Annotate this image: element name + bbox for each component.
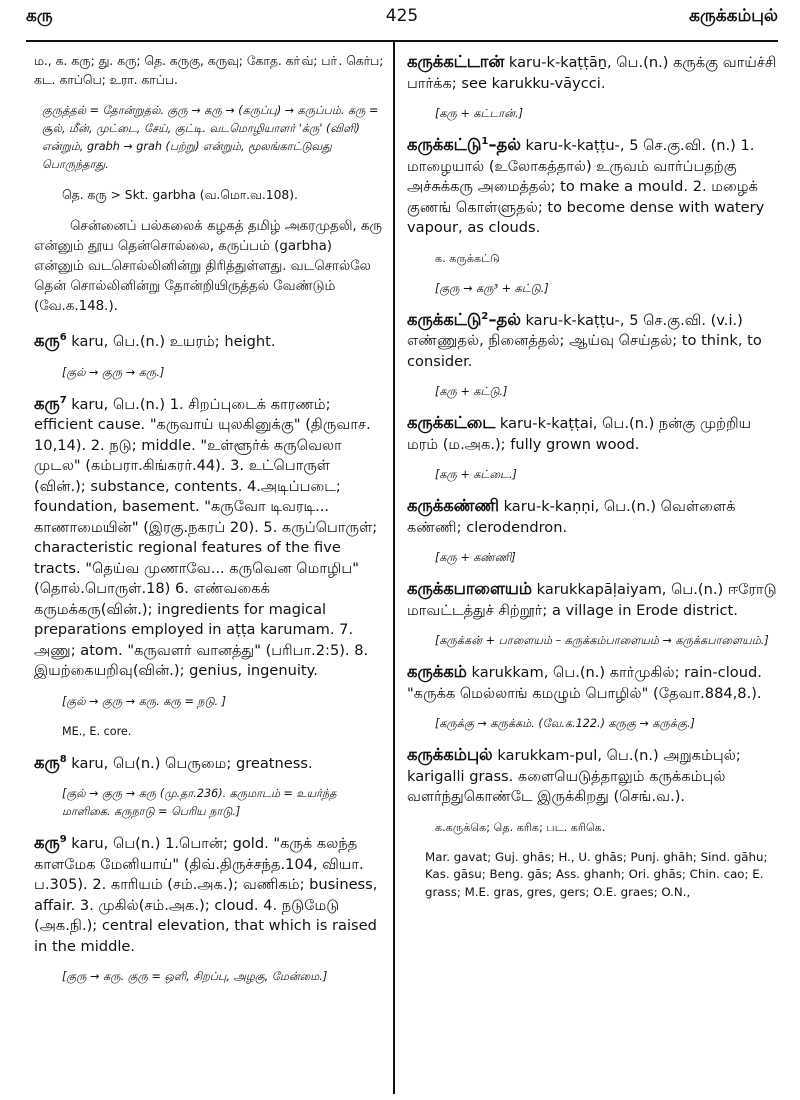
- commentary-paragraph: சென்னைப் பல்கலைக் கழகத் தமிழ் அகரமுதலி, கரு என்னும் தூய தென்சொல்லை, கருப்பம் (garbha) என்னும் வடசொல்லினின்று திரித்துள்ளது. வடசொல்லே தென் சொல்லினின்று தோன்றியிருத்தல் வேண்டும் (வே.க.148.).: [34, 219, 382, 314]
- entry-karukkam: [407, 662, 778, 704]
- headword: கரு: [34, 331, 60, 350]
- homonym-number: 1: [481, 136, 489, 148]
- cognates-line: க. கருக்கட்டு: [435, 251, 501, 265]
- sanskrit-note: தெ. கரு > Skt. garbha (வ.மொ.வ.108).: [62, 188, 298, 202]
- entry-karukkattu-2: [407, 310, 778, 373]
- headword: கருக்கட்டு: [407, 135, 482, 154]
- homonym-number: 6: [59, 332, 67, 344]
- homonym-number: 9: [59, 834, 67, 846]
- entry-body: karukkam-pul, பெ.(n.) அறுகம்புல்; karigalli grass. களையெடுத்தாலும் கருக்கம்புல் வளர்ந்துகொண்டே இருக்கிறது (செங்.வ.).: [407, 747, 741, 805]
- entry-karukkattan: [407, 52, 778, 94]
- running-head-left: கரு: [26, 6, 53, 26]
- headword: கரு: [34, 393, 60, 413]
- homonym-number: 8: [59, 753, 67, 765]
- etymology: [குரு → கரு³ + கட்டு.]: [435, 281, 549, 295]
- etymology: [குல் → குரு → கரு.]: [62, 365, 165, 379]
- entry-karu-9: [34, 833, 385, 957]
- entry-karu-7: [34, 394, 385, 682]
- entry-body: karu, பெ(n.) 1.பொன்; gold. "கருக் கலந்த காளமேக மேனியாய்" (திவ்.திருச்சந்த.104, வியா. ப.305). 2. காரியம் (சம்.அக.); வணிகம்; business, affair. 3. முகில்(சம்.அக.); cloud. 4. நடுமேடு (அக.நி.); central elevation, that which is raised in the middle.: [34, 835, 378, 955]
- cognates-line: க.கருக்கெ; தெ. கரிக; பட. கரிகெ.: [435, 820, 606, 834]
- entry-body: karukkam, பெ.(n.) கார்முகில்; rain-cloud. "கருக்க மெல்லாங் கமழும் பொழில்" (தேவா.884,8.).: [407, 664, 762, 702]
- language-cognates: Mar. gavat; Guj. ghās; H., U. ghās; Punj. ghāh; Sind. gāhu; Kas. gāsu; Beng. gās; Ass. ghanh; Ori. ghās; Chin. cao; E. grass; M.E. gras, gres, gers; O.E. graes; O.N.,: [425, 849, 768, 899]
- etymology: [குல் → குரு → கரு (மு.தா.236). கருமாடம் = உயர்ந்த மாளிகை. கருநாடு = பெரிய நாடு.]: [62, 787, 337, 818]
- entry-karukkattai: [407, 413, 778, 455]
- entry-body: karu-k-kaṭṭai, பெ.(n.) நன்கு முற்றிய மரம் (ம.அக.); fully grown wood.: [407, 415, 752, 453]
- headword: கருக்கபாளையம்: [407, 579, 532, 598]
- left-column: [26, 42, 393, 1094]
- entry-karu-8: [34, 753, 385, 775]
- headword: கருக்கட்டான்: [407, 52, 505, 71]
- headword: கருக்கட்டு: [407, 309, 482, 329]
- derivation-note: குருத்தல் = தோன்றுதல். குரு → கரு → (கருப்பு) → கருப்பம். கரு = சூல், மீன், முட்டை, சேய், குட்டி. வடமொழியாளர் 'க்ரு' (விளி) என்றும், grabh → grah (பற்று) என்றும், மூலங்காட்டுவது பொருந்தாது.: [42, 104, 379, 171]
- headword: கரு: [34, 752, 60, 772]
- headword-suffix: –தல்: [488, 135, 521, 154]
- page-header: [26, 0, 778, 42]
- etymology: [குல் → குரு → கரு. கரு = நடு. ]: [62, 694, 227, 708]
- headword: கருக்கட்டை: [407, 413, 496, 432]
- etymology: [கரு + கட்டான்.]: [435, 107, 523, 120]
- headword: கரு: [34, 833, 60, 852]
- headword: கருக்கம்: [407, 662, 467, 681]
- headword: கருக்கண்ணி: [407, 496, 499, 515]
- running-head-right: கருக்கம்புல்: [689, 6, 778, 26]
- entry-karukkapalaiyam: [407, 579, 778, 621]
- page-number: 425: [385, 6, 419, 26]
- etymology: [கரு + கண்ணி]: [435, 551, 516, 564]
- entry-karukkattu-1: [407, 135, 778, 239]
- two-column-body: [26, 42, 778, 1094]
- cognates-line: ம., க. கரு; து. கரு; தெ. கருகு, கருவு; கோத. கா்வ்; பா். கெர்ப; கட. காப்பெ; உரா. காப்ப.: [34, 54, 384, 87]
- entry-karukkampul: [407, 745, 778, 808]
- headword: கருக்கம்புல்: [407, 745, 493, 764]
- entry-body: karu, பெ.(n.) 1. சிறப்புடைக் காரணம்; efficient cause. "கருவாய் யுலகினுக்கு" (திருவாச. 10,14). 2. நடு; middle. "உள்ளூர்க் கருவெலா முடல" (கம்பரா.கிங்கரர்.44). 3. உட்பொருள் (வின்.); substance, contents. 4.அடிப்படை; foundation, basement. "கருவோ டிவரடி... காணாமையின்" (இரகு.நகரப் 20). 5. கருப்பொருள்; characteristic regional features of the five tracts. "தெய்வ முணாவே... கருவென மொழிப" (தொல்.பொருள்.18) 6. எண்வகைக் கருமக்கரு(வின்.); ingredients for magical preparations employed in aṭṭa karumam. 7. அணு; atom. "கருவளர் வானத்து" (பரிபா.2:5). 8. இயற்கையறிவு(வின்.); genius, ingenuity.: [34, 395, 378, 679]
- cognates-line: ME., E. core.: [62, 724, 132, 738]
- etymology: [கரு + கட்டை.]: [435, 468, 517, 481]
- entry-body: karu, பெ.(n.) உயரம்; height.: [71, 333, 276, 350]
- homonym-number: 2: [481, 310, 489, 322]
- etymology: [கருக்கு → கருக்கம். (வே.க.122.) கருகு → கருக்கு.]: [435, 717, 695, 730]
- entry-body: karukkapāḷaiyam, பெ.(n.) ஈரோடு மாவட்டத்துச் சிற்றூர்; a village in Erode district.: [407, 581, 777, 619]
- etymology: [கருக்கன் + பாளையம் – கருக்கம்பாளையம் → கருக்கபாளையம்.]: [435, 634, 769, 647]
- entry-body: karu-k-kaṇṇi, பெ.(n.) வெள்ளைக் கண்ணி; clerodendron.: [407, 498, 736, 536]
- entry-karukkanni: [407, 496, 778, 538]
- entry-body: karu-k-kaṭṭu-, 5 செ.கு.வி. (v.i.) எண்ணுதல், நினைத்தல்; ஆய்வு செய்தல்; to think, to consider.: [407, 311, 762, 370]
- homonym-number: 7: [59, 394, 67, 406]
- etymology: [கரு + கட்டு.]: [435, 385, 508, 398]
- entry-body: karu, பெ(n.) பெருமை; greatness.: [71, 754, 313, 772]
- entry-body: karu-k-kaṭṭāṉ, பெ.(n.) கருக்கு வாய்ச்சி பார்க்க; see karukku-vāycci.: [407, 54, 777, 92]
- etymology: [குரு → கரு. குரு = ஒளி, சிறப்பு, அழகு, மேன்மை.]: [62, 970, 328, 983]
- entry-body: karu-k-kaṭṭu-, 5 செ.கு.வி. (n.) 1. மாழையால் (உலோகத்தால்) உருவம் வார்ப்பதற்கு அச்சுக்கரு அமைத்தல்; to make a mould. 2. மழைக் குணங் கொள்ளுதல்; to become dense with watery vapour, as clouds.: [407, 137, 765, 236]
- right-column: [395, 42, 778, 1094]
- entry-karu-6: [34, 331, 385, 353]
- headword-suffix: –தல்: [488, 309, 521, 329]
